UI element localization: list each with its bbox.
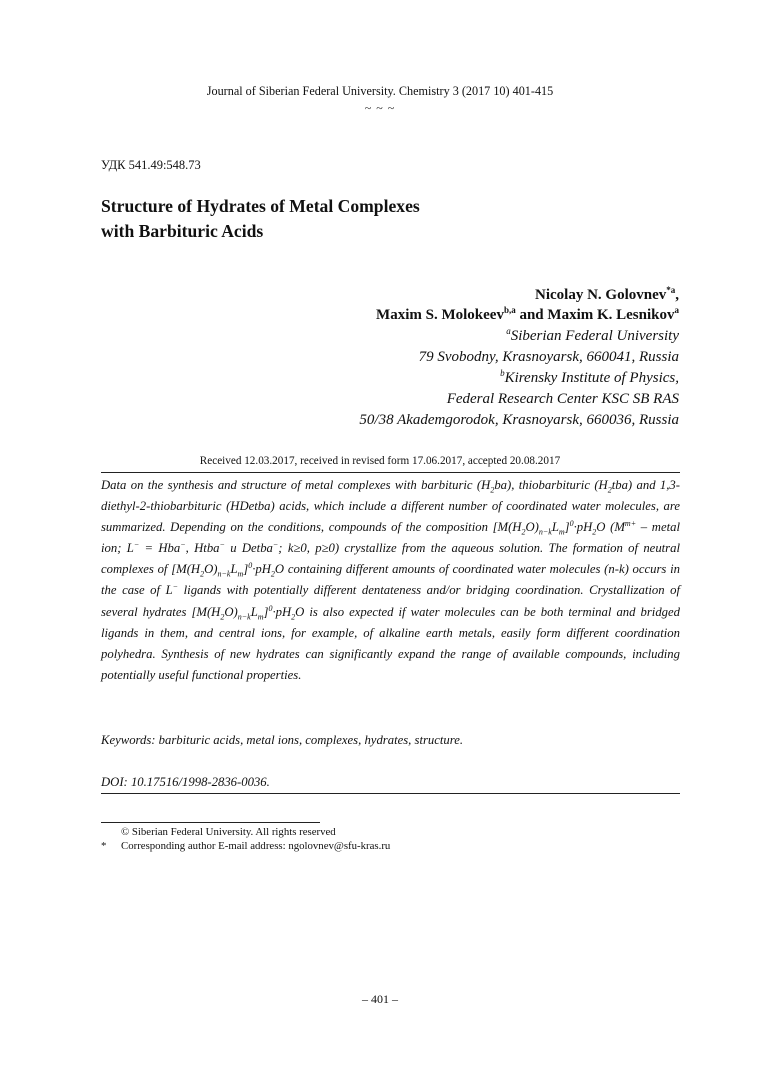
abstract-sub: m xyxy=(257,612,264,622)
footnote-rule xyxy=(101,822,320,823)
abstract-seg: ba), thiobarbituric (H xyxy=(494,478,608,492)
affiliation-b-line2: Federal Research Center KSC SB RAS xyxy=(446,391,679,407)
abstract-seg: O (M xyxy=(596,520,625,535)
abstract-seg: ligands with potentially different dentateness and/or bridging coordination. Crystallization of several hydrates [M(H xyxy=(101,583,680,619)
abstract-seg: O is also expected if water molecules can be both terminal and bridged ligands in them, and central ions, for example, of alkaline earth metals, easily form different coordination polyhedra. Synthesis of new hydrates can significantly expand the range of available compounds, including potentially useful functional properties. xyxy=(101,604,680,682)
abstract-sub: n−k xyxy=(237,612,251,622)
abstract-seg: O) xyxy=(204,562,218,577)
abstract-seg: O containing different amounts of coordinated water molecules (n-k) occurs in the case of L xyxy=(101,562,680,598)
abstract-sup: − xyxy=(172,582,179,592)
abstract-seg: ] xyxy=(564,520,570,535)
abstract-sub: 2 xyxy=(220,612,225,622)
affiliation-b xyxy=(500,370,679,387)
journal-header: Journal of Siberian Federal University. Chemistry 3 (2017 10) 401-415 xyxy=(206,84,554,98)
title-line-2: with Barbituric Acids xyxy=(101,221,264,241)
header-separator: ~ ~ ~ xyxy=(364,101,396,115)
affiliation-a-name: Siberian Federal University xyxy=(510,328,679,344)
abstract-sup: − xyxy=(272,540,279,550)
author-line-1: Nicolay N. Golovnev$^{*a}$, xyxy=(535,285,679,303)
keywords: Keywords: barbituric acids, metal ions, complexes, hydrates, structure. xyxy=(101,733,464,747)
abstract-sub: m xyxy=(558,527,565,537)
corresponding-author-footnote: Corresponding author E-mail address: ngolovnev@sfu-kras.ru xyxy=(121,840,391,852)
abstract-sup: 0 xyxy=(569,518,574,528)
author-molokeev-affiliation: b,a xyxy=(503,305,516,315)
abstract-sub: n−k xyxy=(217,569,231,579)
abstract-seg: = Hba xyxy=(139,541,181,556)
abstract-sup: 0 xyxy=(268,603,273,613)
abstract-bottom-rule xyxy=(101,793,680,794)
abstract-text xyxy=(101,475,680,686)
affiliation-b-name: Kirensky Institute of Physics, xyxy=(504,370,679,386)
abstract-sub: 2 xyxy=(521,527,526,537)
abstract-seg: – metal ion; L xyxy=(101,520,680,556)
abstract-seg: O) xyxy=(525,520,539,535)
title-line-1: Structure of Hydrates of Metal Complexes xyxy=(101,196,420,216)
abstract-sub: 2 xyxy=(490,485,495,495)
abstract-seg: L xyxy=(250,604,258,619)
abstract-sub: 2 xyxy=(592,527,597,537)
author-conjunction: and xyxy=(515,307,548,323)
author-golovnev: Nicolay N. Golovnev xyxy=(535,287,667,303)
affiliation-a-marker: a xyxy=(506,326,511,336)
abstract-seg: tba) and 1,3-diethyl-2-thiobarbituric (HDetba) acids, which include a different number of coordinated water molecules, are summarized. Depending on the conditions, compounds of the composition [M(H xyxy=(101,478,680,535)
author-lesnikov-affiliation: a xyxy=(674,305,679,315)
abstract-sub: 2 xyxy=(270,569,275,579)
abstract-seg: , Htba xyxy=(185,541,220,556)
abstract-seg: Data on the synthesis and structure of metal complexes with barbituric (H xyxy=(101,478,491,492)
abstract-sub: m xyxy=(237,569,244,579)
abstract-seg: ] xyxy=(243,562,249,577)
abstract-sub: 2 xyxy=(607,485,612,495)
abstract-seg: ·pH xyxy=(252,562,271,577)
abstract-sup: 0 xyxy=(248,561,253,571)
abstract-seg: ·pH xyxy=(272,604,292,619)
abstract-sup: − xyxy=(219,540,225,550)
author-golovnev-affiliation: *a xyxy=(666,285,676,295)
udk-code: УДК 541.49:548.73 xyxy=(101,158,201,172)
abstract-seg: L xyxy=(551,520,559,535)
paper-title xyxy=(101,194,661,244)
doi-link[interactable]: DOI: 10.17516/1998-2836-0036. xyxy=(101,775,270,789)
abstract-sup: − xyxy=(180,540,186,550)
abstract-sup: m+ xyxy=(624,518,637,528)
affiliation-a xyxy=(506,328,679,345)
abstract-seg: и Detba xyxy=(224,541,273,556)
abstract-seg: ] xyxy=(263,604,269,619)
abstract-sub: 2 xyxy=(291,612,296,622)
page-number: – 401 – xyxy=(362,992,398,1006)
author-line-2 xyxy=(376,307,679,324)
received-dates: Received 12.03.2017, received in revised form 17.06.2017, accepted 20.08.2017 xyxy=(199,455,561,467)
affiliation-a-address: 79 Svobodny, Krasnoyarsk, 660041, Russia xyxy=(418,349,679,365)
abstract-seg: O) xyxy=(224,604,238,619)
author-lesnikov: Maxim K. Lesnikov xyxy=(547,307,675,323)
affiliation-b-address: 50/38 Akademgorodok, Krasnoyarsk, 660036, Russia xyxy=(359,412,679,428)
copyright-footnote: © Siberian Federal University. All rights reserved xyxy=(121,826,336,838)
abstract-sub: n−k xyxy=(538,527,552,537)
abstract-seg: L xyxy=(230,562,238,577)
abstract-top-rule xyxy=(101,472,680,473)
abstract-sup: − xyxy=(133,540,140,550)
footnote-star: * xyxy=(101,840,107,852)
abstract-seg: ; k≥0, p≥0) crystallize from the aqueous solution. The formation of neutral complexes of [M(H xyxy=(101,541,680,577)
affiliation-b-marker: b xyxy=(500,368,505,378)
author-molokeev: Maxim S. Molokeev xyxy=(376,307,504,323)
abstract-sub: 2 xyxy=(200,569,205,579)
abstract-seg: ·pH xyxy=(573,520,593,535)
